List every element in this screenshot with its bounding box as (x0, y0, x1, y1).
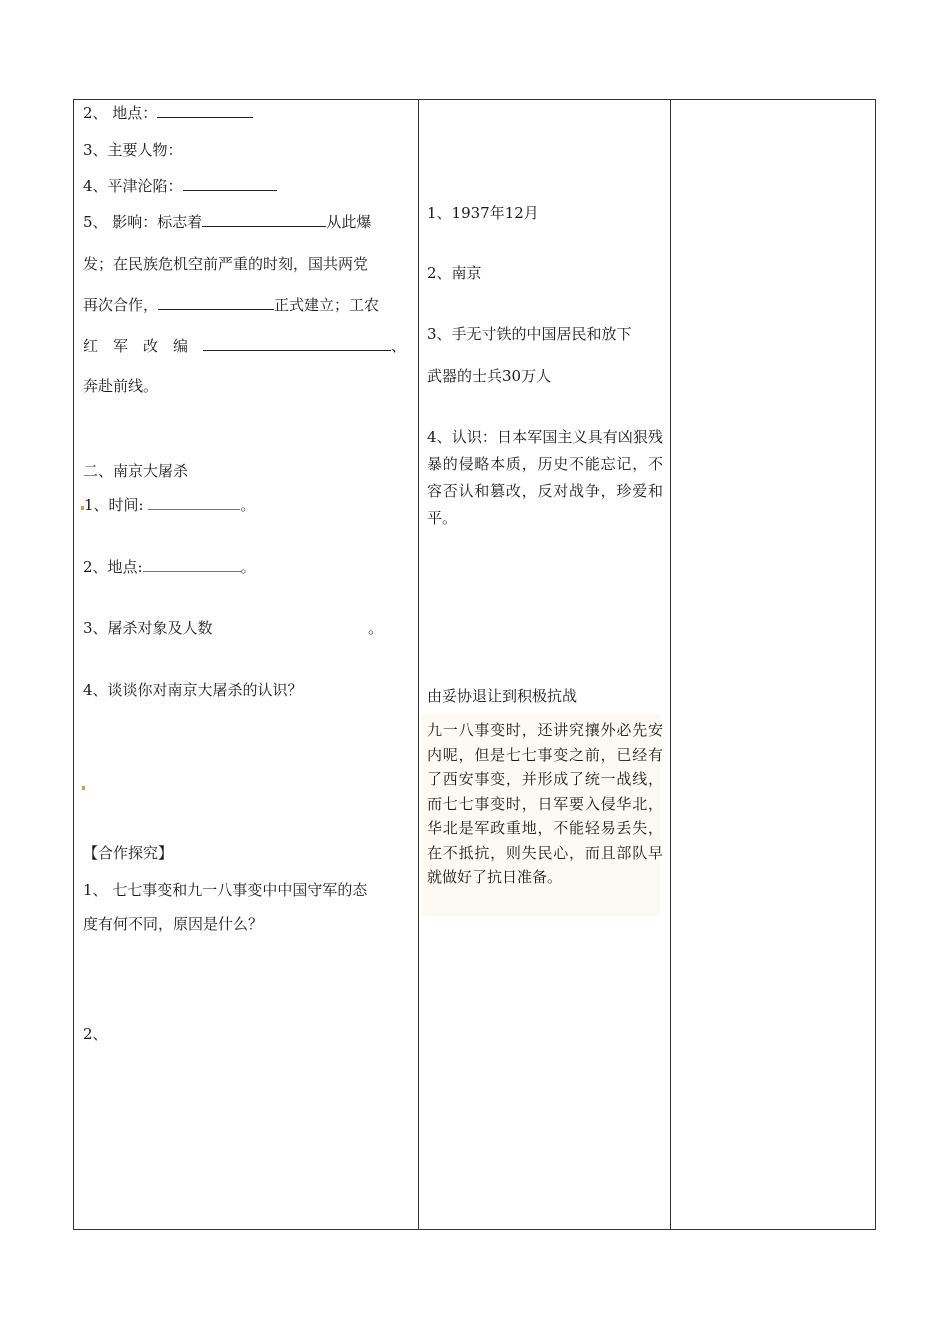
item-location: 2、 地点： (83, 103, 253, 123)
column-divider (670, 100, 671, 1229)
coop-question-1-cont: 度有何不同，原因是什么？ (83, 915, 264, 933)
blank-line[interactable] (203, 336, 391, 351)
impact-line-4: 红 军 改 编 (83, 337, 188, 355)
answer-opinion: 4、认识：日本军国主义具有凶狠残暴的侵略本质，历史不能忘记，不容否认和篡改，反对战争，珍爱和平。 (427, 428, 663, 527)
answer-victims: 3、手无寸铁的中国居民和放下 (427, 325, 632, 343)
answer-time: 1、1937年12月 (427, 204, 539, 222)
column-divider (418, 100, 419, 1229)
mark-dot (82, 786, 85, 790)
blank-line[interactable] (157, 103, 253, 118)
blank-line[interactable] (158, 295, 274, 310)
impact-line-2: 发；在民族危机空前严重的时刻，国共两党 (83, 255, 369, 273)
answer-place: 2、南京 (427, 264, 482, 282)
item-key-people: 3、主要人物： (83, 141, 183, 159)
question-place: 2、地点: 。 (83, 558, 256, 576)
question-opinion: 4、谈谈你对南京大屠杀的认识？ (83, 681, 303, 699)
question-time: 1、时间: 。 (84, 496, 256, 514)
blank-line[interactable] (202, 212, 326, 227)
item-impact: 5、 影响：标志着 从此爆 (83, 213, 372, 231)
answer-victims-cont: 武器的士兵30万人 (427, 367, 552, 385)
coop-answer-title: 由妥协退让到积极抗战 (427, 687, 578, 705)
coop-answer-text: 九一八事变时，还讲究攘外必先安内呢，但是七七事变之前，已经有了西安事变，并形成了统一战线，而七七事变时，日军要入侵华北，华北是军政重地，不能轻易丢失，在不抵抗，则失民心，而且部队早就做好了抗日准备。 (427, 721, 663, 886)
blank-line[interactable] (148, 495, 240, 510)
question-victims-end: 。 (368, 619, 384, 637)
impact-line-4-blank: 、 (203, 336, 406, 356)
item-pingjin: 4、平津沦陷： (83, 176, 277, 196)
impact-line-3: 再次合作， 正式建立；工农 (83, 296, 380, 314)
impact-line-5: 奔赴前线。 (83, 377, 159, 395)
question-victims: 3、屠杀对象及人数 (83, 619, 213, 637)
coop-heading: 【合作探究】 (83, 844, 174, 862)
coop-question-2: 2、 (83, 1025, 108, 1043)
coop-question-1: 1、 七七事变和九一八事变中中国守军的态 (83, 881, 368, 899)
blank-line[interactable] (183, 176, 277, 191)
section-nanjing: 二、南京大屠杀 (83, 462, 189, 480)
blank-line[interactable] (143, 557, 241, 572)
